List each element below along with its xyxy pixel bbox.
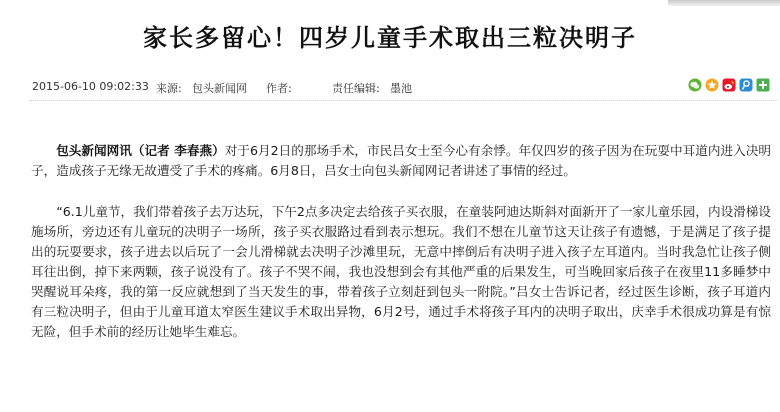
article-meta-bar — [30, 76, 778, 96]
paragraph-text: 对于6月2日的那场手术，市民吕女士至今心有余悸。年仅四岁的孩子因为在玩耍中耳道内进入决明子，造成孩子无缘无故遭受了手术的疼痛。6月8日，吕女士向包头新闻网记者讲述了事情的经过。 — [31, 143, 771, 178]
source-label: 来源: — [156, 82, 182, 95]
tencent-weibo-share-icon[interactable] — [739, 78, 753, 92]
article-body — [31, 141, 771, 363]
publish-datetime: 2015-06-10 09:02:33 — [32, 80, 149, 93]
meta-divider — [30, 100, 778, 101]
source-value: 包头新闻网 — [192, 82, 247, 95]
article-paragraph — [31, 141, 771, 181]
news-lead-credit: 包头新闻网讯（记者 李春燕） — [56, 143, 225, 158]
more-share-icon[interactable] — [756, 78, 770, 92]
article-paragraph: “6.1儿童节，我们带着孩子去万达玩，下午2点多决定去给孩子买衣服，在童装阿迪达斯斜对面新开了一家儿童乐园，内设滑梯设施场所，旁边还有儿童玩的决明子一场所，孩子买衣服路过看到表示想玩。我们不想在儿童节这天让孩子有遗憾，于是满足了孩子提出的玩耍要求，孩子进去以后玩了一会儿滑梯就去决明子沙滩里玩，无意中摔倒后有决明子进入孩子左耳道内。当时我急忙让孩子侧耳往出倒，掉下来两颗，孩子说没有了。孩子不哭不闹，我也没想到会有其他严重的后果发生，可当晚回家后孩子在夜里11多睡梦中哭醒说耳朵疼，我的第一反应就想到了当天发生的事，带着孩子立刻赶到包头一附院。”吕女士告诉记者，经过医生诊断，孩子耳道内有三粒决明子，但由于儿童耳道太窄医生建议手术取出异物，6月2号，通过手术将孩子耳内的决明子取出，庆幸手术很成功算是有惊无险，但手术前的经历让她毕生难忘。 — [31, 204, 771, 339]
corner-shadow — [668, 0, 780, 6]
author-label: 作者: — [266, 82, 292, 95]
weibo-share-icon[interactable] — [722, 78, 736, 92]
editor-value: 墨池 — [390, 82, 412, 95]
qzone-share-icon[interactable] — [705, 78, 719, 92]
share-icons — [688, 78, 774, 94]
wechat-share-icon[interactable] — [688, 78, 702, 92]
editor-label: 责任编辑: — [332, 82, 380, 95]
article-title: 家长多留心！四岁儿童手术取出三粒决明子 — [143, 24, 637, 52]
